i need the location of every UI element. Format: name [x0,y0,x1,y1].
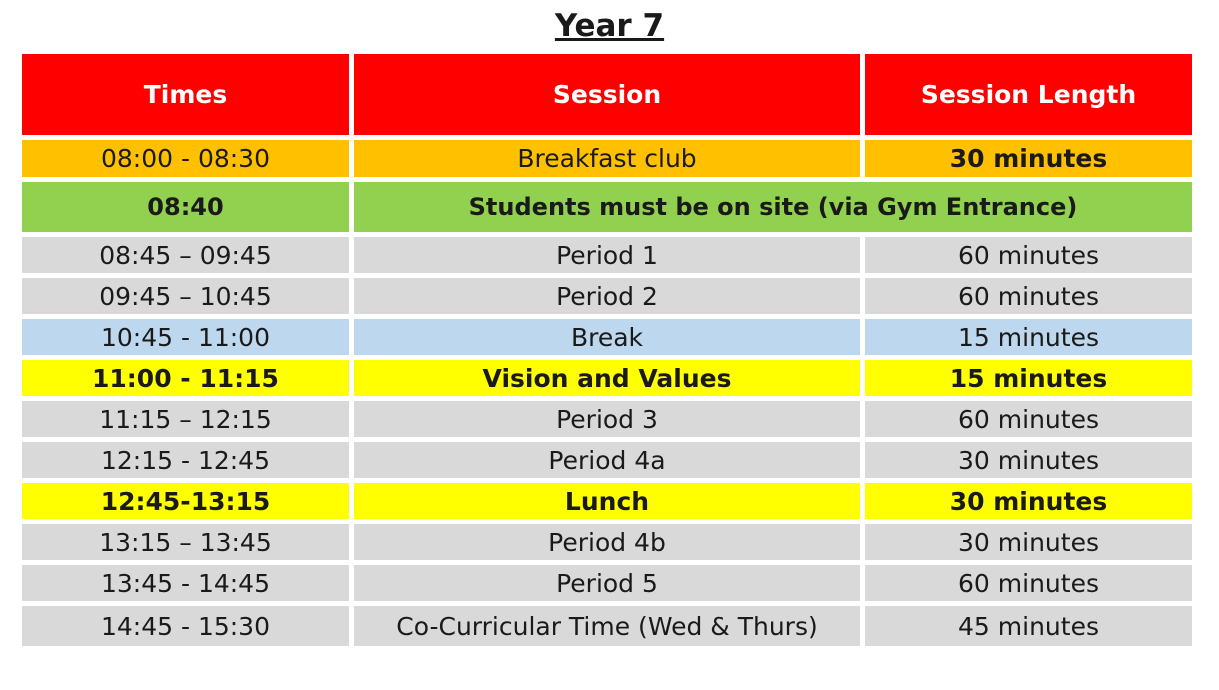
length-cell: 60 minutes [865,278,1192,314]
table-row [22,524,1192,560]
time-cell: 11:00 - 11:15 [22,360,349,396]
session-cell: Period 1 [354,237,860,273]
table-row [22,319,1192,355]
page-title: Year 7 [554,8,665,44]
table-row [22,606,1192,646]
time-cell: 09:45 – 10:45 [22,278,349,314]
length-cell: 45 minutes [865,606,1192,646]
table-row [22,182,1192,232]
length-cell: 30 minutes [865,140,1192,177]
time-cell: 13:15 – 13:45 [22,524,349,560]
length-cell: 60 minutes [865,565,1192,601]
table-row [22,442,1192,478]
session-cell: Period 3 [354,401,860,437]
table-row [22,483,1192,519]
table-row [22,140,1192,177]
session-cell: Vision and Values [354,360,860,396]
header-row [22,54,1192,135]
time-cell: 12:15 - 12:45 [22,442,349,478]
time-cell: 12:45-13:15 [22,483,349,519]
length-cell: 30 minutes [865,524,1192,560]
session-cell: Co-Curricular Time (Wed & Thurs) [354,606,860,646]
time-cell: 10:45 - 11:00 [22,319,349,355]
session-cell: Period 2 [354,278,860,314]
session-cell: Breakfast club [354,140,860,177]
table-row [22,237,1192,273]
session-cell: Break [354,319,860,355]
time-cell: 08:45 – 09:45 [22,237,349,273]
time-cell: 11:15 – 12:15 [22,401,349,437]
length-cell: 15 minutes [865,319,1192,355]
session-cell: Period 4a [354,442,860,478]
table-row [22,401,1192,437]
length-cell: 60 minutes [865,401,1192,437]
header-session: Session [354,54,860,135]
time-cell: 08:40 [22,182,349,232]
length-cell: 30 minutes [865,483,1192,519]
table-row [22,360,1192,396]
length-cell: 60 minutes [865,237,1192,273]
time-cell: 14:45 - 15:30 [22,606,349,646]
length-cell: 30 minutes [865,442,1192,478]
table-row [22,565,1192,601]
time-cell: 08:00 - 08:30 [22,140,349,177]
header-session-length: Session Length [865,54,1192,135]
session-cell: Period 4b [354,524,860,560]
session-cell: Lunch [354,483,860,519]
length-cell: 15 minutes [865,360,1192,396]
table-row [22,278,1192,314]
header-times: Times [22,54,349,135]
time-cell: 13:45 - 14:45 [22,565,349,601]
session-cell: Period 5 [354,565,860,601]
session-cell: Students must be on site (via Gym Entrance) [354,182,1192,232]
timetable [17,49,1197,651]
